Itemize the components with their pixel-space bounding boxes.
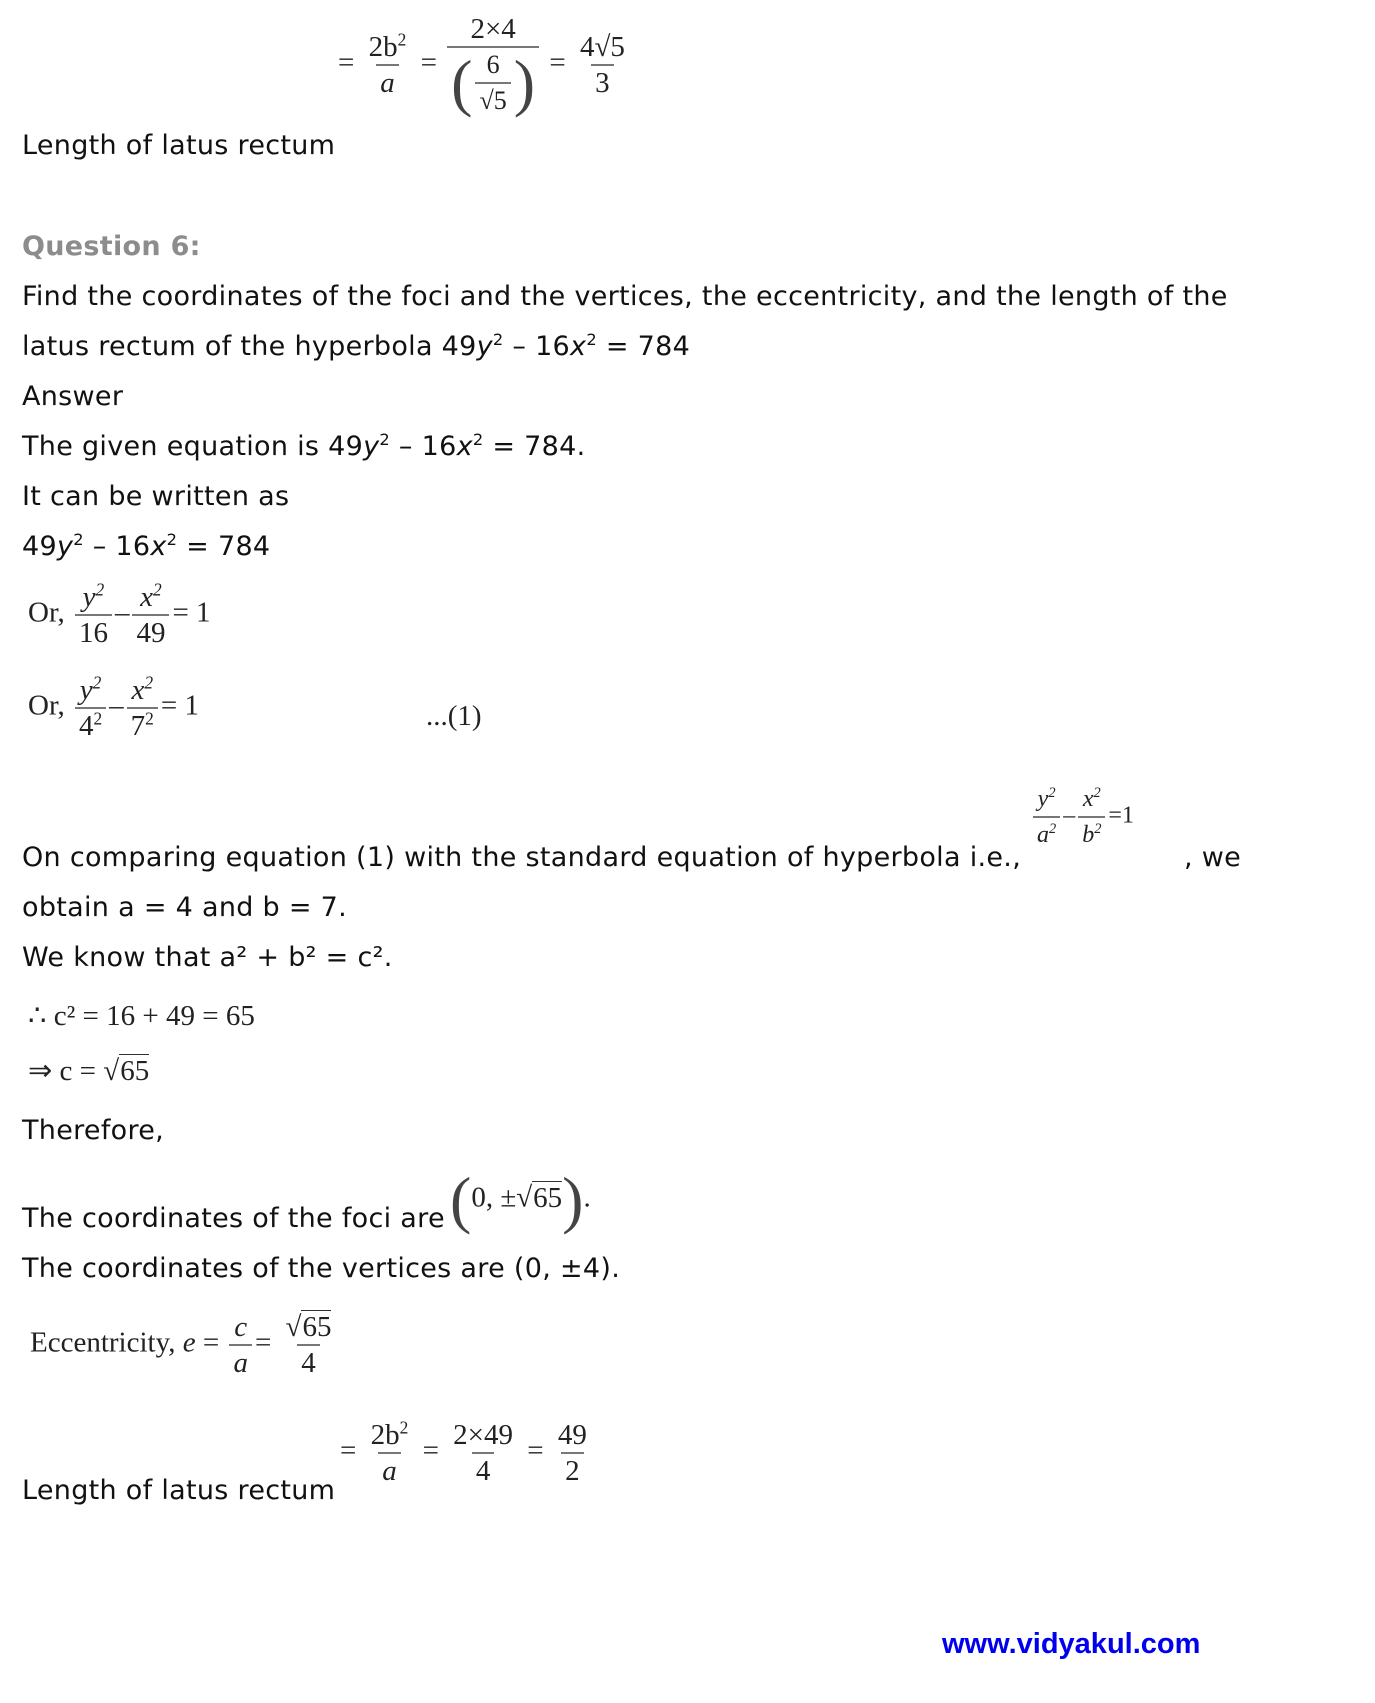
eccentricity-equation: Eccentricity, e = $\frac{c}{a}$ = $\frac{√65}{4}$ (30, 1311, 332, 1379)
obtain-text: obtain a = 4 and b = 7. (22, 892, 348, 923)
foci-text: The coordinates of the foci are (22, 1203, 445, 1234)
answer-label: Answer (22, 381, 124, 412)
or-equation-1: Or, $\frac{y^2}{16}$ – $\frac{x^2}{49}$ = 1 (28, 579, 211, 649)
c-squared-equation: ∴ c² = 16 + 49 = 65 (28, 1000, 255, 1032)
or-equation-2: Or, $\frac{y^2}{4^2}$ – $\frac{x^2}{7^2}$ = 1 (28, 672, 199, 742)
latus-equation: = $\frac{2b^2}{a}$ = $\frac{2\times 49}{4}$ = $\frac{49}{2}$ (340, 1417, 587, 1487)
c-value-equation: ⇒ c = √65 (28, 1055, 150, 1087)
know-text: We know that a² + b² = c². (22, 942, 393, 973)
prev-latus-equation: = $\frac{2b^2}{a}$ = 2×4 ( $\frac{6}{√5}$ ) = $\frac{4√5}{3}$ (338, 13, 625, 118)
given-equation: The given equation is $49y^2 - 16x^2 = 784$. (22, 430, 586, 462)
question-title: Question 6: (22, 231, 201, 262)
question-line-1: Find the coordinates of the foci and the vertices, the eccentricity, and the length of the (22, 281, 1228, 312)
therefore-text: Therefore, (22, 1115, 165, 1146)
comparing-text-end: , we (1184, 842, 1242, 873)
footer-link[interactable]: www.vidyakul.com (942, 1628, 1201, 1660)
equation-line: $49y^2 - 16x^2 = 784$ (22, 530, 271, 562)
prev-latus-label: Length of latus rectum (22, 130, 336, 161)
standard-equation: $\frac{y^2}{a^2}$ – $\frac{x^2}{b^2}$ =1 (1030, 782, 1134, 852)
foci-value: (0, ±√65). (450, 1164, 591, 1235)
equation-tag: ...(1) (426, 700, 482, 732)
latus-label: Length of latus rectum (22, 1475, 336, 1506)
question-line-2: latus rectum of the hyperbola $49y^2 - 16x^2 = 784$ (22, 330, 691, 362)
comparing-text: On comparing equation (1) with the standard equation of hyperbola i.e., (22, 842, 1022, 873)
written-as: It can be written as (22, 481, 290, 512)
vertices-text: The coordinates of the vertices are (0, ±4). (22, 1253, 621, 1284)
